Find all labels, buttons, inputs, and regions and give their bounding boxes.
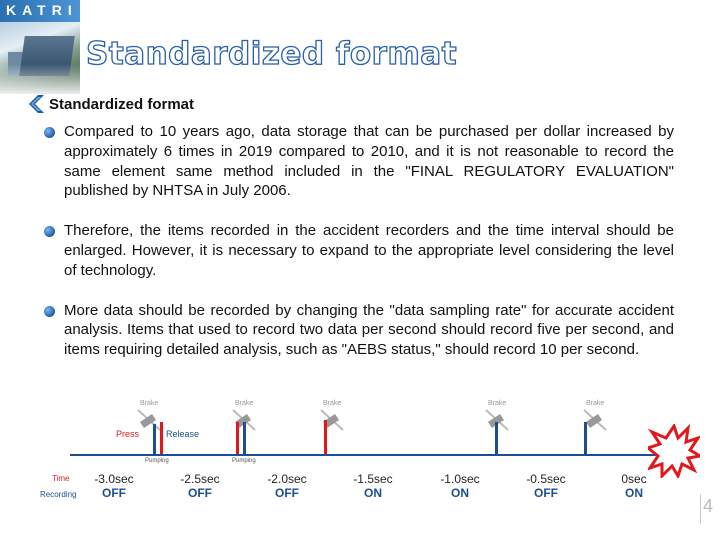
brake-label: Brake bbox=[586, 400, 605, 407]
release-label: Release bbox=[166, 429, 200, 439]
release-bar bbox=[495, 422, 498, 454]
release-bar bbox=[243, 422, 246, 454]
time-value: -0.5sec bbox=[526, 472, 566, 486]
bullet-text: Therefore, the items recorded in the accident recorders and the time interval should be enlarged. However, it is necessary to expand to the appropriate level considering the level of technology. bbox=[64, 222, 674, 279]
time-column bbox=[434, 472, 486, 500]
bullet-item bbox=[42, 221, 674, 280]
page-number-rule bbox=[700, 494, 701, 524]
recording-value: OFF bbox=[188, 486, 212, 500]
recording-value: OFF bbox=[102, 486, 126, 500]
brake-pedal-icon bbox=[313, 400, 353, 456]
bullet-icon bbox=[44, 127, 55, 138]
logo-text: KATRI bbox=[6, 2, 78, 18]
pumping-label: Pumping bbox=[145, 458, 169, 464]
pumping-label: Pumping bbox=[232, 458, 256, 464]
brake-label: Brake bbox=[323, 400, 342, 407]
section-heading bbox=[28, 94, 194, 114]
press-bar bbox=[324, 420, 327, 454]
bullet-icon bbox=[44, 226, 55, 237]
bullet-item bbox=[42, 301, 674, 360]
slide-title: Standardized format bbox=[86, 36, 458, 72]
press-bar bbox=[153, 424, 156, 454]
chevron-left-icon bbox=[28, 95, 44, 113]
recording-value: ON bbox=[451, 486, 469, 500]
recording-value: ON bbox=[625, 486, 643, 500]
sampling-diagram bbox=[0, 396, 720, 540]
bullet-text: Compared to 10 years ago, data storage that can be purchased per dollar increased by approximately 6 times in 2019 compared to 2010, and it is not reasonable to record the same element same method included in the "FINAL REGULATORY EVALUATION" published by NHTSA in July 2006. bbox=[64, 123, 674, 200]
recording-value: OFF bbox=[275, 486, 299, 500]
time-column bbox=[261, 472, 313, 500]
time-value: -3.0sec bbox=[94, 472, 134, 486]
brake-pedal-icon bbox=[576, 400, 616, 456]
page-number: 4 bbox=[703, 496, 714, 516]
press-bar bbox=[160, 422, 163, 454]
time-column bbox=[88, 472, 140, 500]
time-value: 0sec bbox=[621, 472, 647, 486]
bullet-icon bbox=[44, 306, 55, 317]
brake-label: Brake bbox=[488, 400, 507, 407]
time-value: -2.0sec bbox=[267, 472, 307, 486]
time-value: -2.5sec bbox=[180, 472, 220, 486]
time-value: -1.5sec bbox=[353, 472, 393, 486]
crash-burst-icon bbox=[648, 424, 700, 478]
brake-label: Brake bbox=[235, 400, 254, 407]
release-bar bbox=[584, 422, 587, 454]
recording-value: OFF bbox=[534, 486, 558, 500]
katri-logo bbox=[0, 0, 80, 94]
brake-label: Brake bbox=[140, 400, 159, 407]
bullet-list bbox=[42, 122, 674, 380]
time-column bbox=[520, 472, 572, 500]
recording-row-label: Recording bbox=[40, 490, 77, 499]
time-column bbox=[174, 472, 226, 500]
bullet-item bbox=[42, 122, 674, 201]
time-value: -1.0sec bbox=[440, 472, 480, 486]
brake-pedal-icon bbox=[478, 400, 518, 456]
recording-value: ON bbox=[364, 486, 382, 500]
bullet-text: More data should be recorded by changing the "data sampling rate" for accurate accident analysis. Items that used to record two data per second should record five per second, and items requiring detailed analysis, such as "AEBS status," should record 10 per second. bbox=[64, 301, 674, 359]
press-bar bbox=[236, 422, 239, 454]
time-column bbox=[347, 472, 399, 500]
section-heading-text: Standardized format bbox=[49, 95, 195, 113]
press-label: Press bbox=[116, 429, 140, 439]
time-row-label: Time bbox=[52, 474, 70, 483]
brake-pedal-icon bbox=[130, 400, 170, 456]
